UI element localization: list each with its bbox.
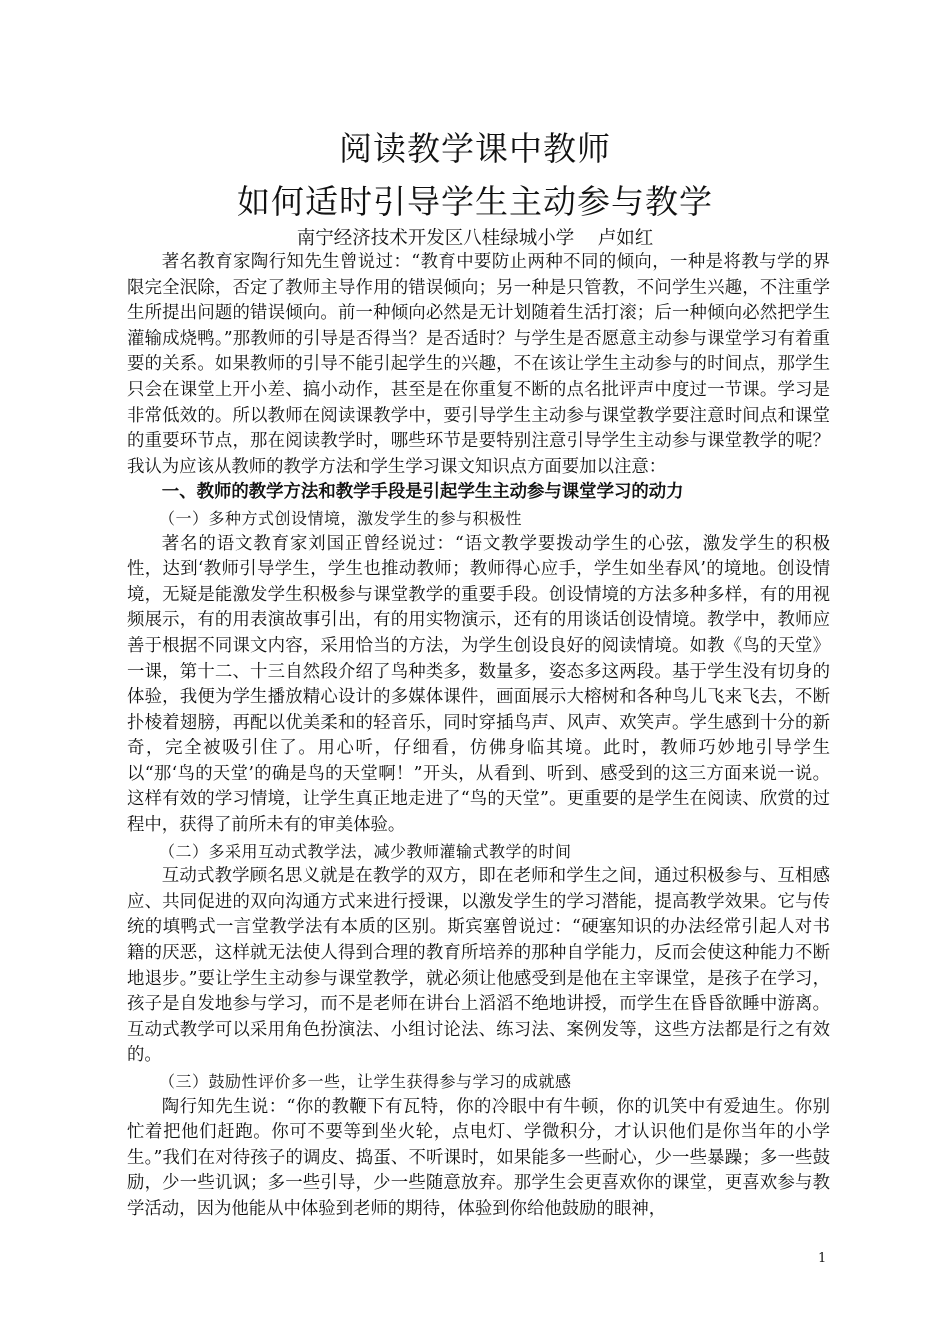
document-title-line2: 如何适时引导学生主动参与教学 — [237, 182, 713, 221]
subheading-1: （一）多种方式创设情境，激发学生的参与积极性 — [159, 508, 523, 528]
author-line: 南宁经济技术开发区八桂绿城小学 卢如红 — [296, 228, 654, 249]
document-title-line1: 阅读教学课中教师 — [339, 129, 611, 168]
paragraph-encouragement: 陶行知先生说：“你的教鞭下有瓦特，你的冷眼中有牛顿，你的讥笑中有爱迪生。你别忙着把他们赶跑。你可不要等到坐火轮，点电灯、学微积分，才认识他们是你当年的小学生。”我们在对待孩子的调皮、捣蛋、不听课时，如果能多一些耐心，少一些暴躁；多一些鼓励，少一些讥讽；多一些引导，少一些随意放弃。那学生会更喜欢你的课堂，更喜欢参与教学活动，因为他能从中体验到老师的期待，体验到你给他鼓励的眼神， — [127, 1096, 830, 1219]
section-heading-1: 一、教师的教学方法和教学手段是引起学生主动参与课堂学习的动力 — [161, 482, 684, 503]
subheading-2: （二）多采用互动式教学法，减少教师灌输式教学的时间 — [159, 841, 572, 861]
paragraph-interactive: 互动式教学顾名思义就是在教学的双方，即在老师和学生之间，通过积极参与、互相感应、共同促进的双向沟通方式来进行授课，以激发学生的学习潜能，提高教学效果。它与传统的填鸭式一言堂教学法有本质的区别。斯宾塞曾说过：“硬塞知识的办法经常引起人对书籍的厌恶，这样就无法使人得到合理的教育所培养的那种自学能力，反而会使这种能力不断地退步。”要让学生主动参与课堂教学，就必须让他感受到是他在主宰课堂，是孩子在学习，孩子是自发地参与学习，而不是老师在讲台上滔滔不绝地讲授，而学生在昏昏欲睡中游离。互动式教学可以采用角色扮演法、小组讨论法、练习法、案例发等，这些方法都是行之有效的。 — [127, 866, 830, 1066]
document-body — [127, 250, 830, 1223]
intro-paragraph: 著名教育家陶行知先生曾说过：“教育中要防止两种不同的倾向，一种是将教与学的界限完全泯除，否定了教师主导作用的错误倾向；另一种是只管教，不问学生兴趣，不注重学生所提出问题的错误倾向。前一种倾向必然是无计划随着生活打滚；后一种倾向必然把学生灌输成烧鸭。”那教师的引导是否得当？是否适时？与学生是否愿意主动参与课堂学习有着重要的关系。如果教师的引导不能引起学生的兴趣，不在该让学生主动参与的时间点，那学生只会在课堂上开小差、搞小动作，甚至是在你重复不断的点名批评声中度过一节课。学习是非常低效的。所以教师在阅读课教学中，要引导学生主动参与课堂教学要注意时间点和课堂的重要环节点，那在阅读教学时，哪些环节是要特别注意引导学生主动参与课堂教学的呢？我认为应该从教师的教学方法和学生学习课文知识点方面要加以注意： — [127, 252, 830, 477]
paragraph-situation: 著名的语文教育家刘国正曾经说过：“语文教学要拨动学生的心弦，激发学生的积极性，达到‘教师引导学生，学生也推动教师；教师得心应手，学生如坐春风’的境地。创设情境，无疑是能激发学生积极参与课堂教学的重要手段。创设情境的方法多种多样，有的用视频展示，有的用表演故事引出，有的用实物演示，还有的用谈话创设情境。教学中，教师应善于根据不同课文内容，采用恰当的方法，为学生创设良好的阅读情境。如教《鸟的天堂》一课，第十二、十三自然段介绍了鸟种类多，数量多，姿态多这两段。基于学生没有切身的体验，我便为学生播放精心设计的多媒体课件，画面展示大榕树和各种鸟儿飞来飞去，不断扑棱着翅膀，再配以优美柔和的轻音乐，同时穿插鸟声、风声、欢笑声。学生感到十分的新奇，完全被吸引住了。用心听，仔细看，仿佛身临其境。此时，教师巧妙地引导学生以“那‘鸟的天堂’的确是鸟的天堂啊！”开头，从看到、听到、感受到的这三方面来说一说。这样有效的学习情境，让学生真正地走进了“鸟的天堂”。更重要的是学生在阅读、欣赏的过程中，获得了前所未有的审美体验。 — [127, 533, 830, 836]
page-number: 1 — [818, 1251, 827, 1266]
subheading-3: （三）鼓励性评价多一些，让学生获得参与学习的成就感 — [159, 1072, 572, 1091]
